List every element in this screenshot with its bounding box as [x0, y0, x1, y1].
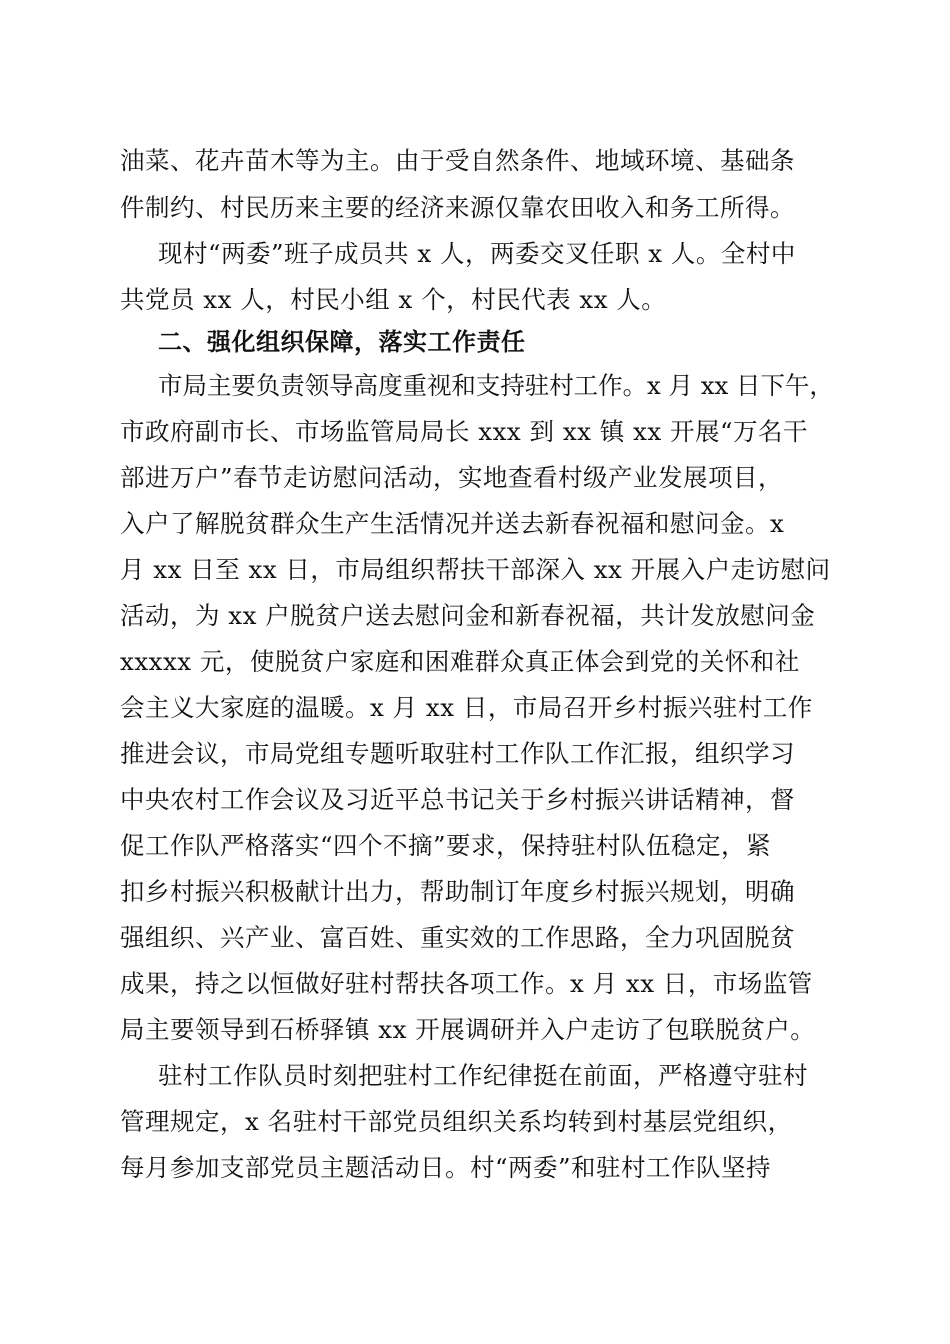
text-line: 扣乡村振兴积极献计出力，帮助制订年度乡村振兴规划，明确 — [120, 877, 795, 906]
text-line: 每月参加支部党员主题活动日。村“两委”和驻村工作队坚持 — [120, 1153, 772, 1182]
paragraph-start-line: 市局主要负责领导高度重视和支持驻村工作。x 月 xx 日下午， — [158, 371, 834, 400]
section-heading: 二、强化组织保障，落实工作责任 — [158, 328, 526, 356]
text-line: 部进万户”春节走访慰问活动，实地查看村级产业发展项目， — [120, 463, 784, 492]
text-line: 促工作队严格落实“四个不摘”要求，保持驻村队伍稳定，紧 — [120, 831, 772, 860]
text-line: 成果，持之以恒做好驻村帮扶各项工作。x 月 xx 日，市场监管 — [120, 969, 813, 998]
text-line: 会主义大家庭的温暖。x 月 xx 日，市局召开乡村振兴驻村工作 — [120, 693, 813, 722]
text-line: 局主要领导到石桥驿镇 xx 开展调研并入户走访了包联脱贫户。 — [120, 1015, 816, 1044]
text-line: 共党员 xx 人，村民小组 x 个，村民代表 xx 人。 — [120, 285, 667, 314]
text-line: 市政府副市长、市场监管局局长 xxx 到 xx 镇 xx 开展“万名干 — [120, 417, 808, 446]
text-line: 油菜、花卉苗木等为主。由于受自然条件、地域环境、基础条 — [120, 146, 795, 175]
text-line: xxxxx 元，使脱贫户家庭和困难群众真正体会到党的关怀和社 — [120, 647, 800, 676]
text-line: 推进会议，市局党组专题听取驻村工作队工作汇报，组织学习 — [120, 739, 795, 768]
paragraph-start-line: 驻村工作队员时刻把驻村工作纪律挺在前面，严格遵守驻村 — [158, 1061, 808, 1090]
text-line: 管理规定，x 名驻村干部党员组织关系均转到村基层党组织， — [120, 1107, 793, 1136]
text-line: 入户了解脱贫群众生产生活情况并送去新春祝福和慰问金。x — [120, 509, 785, 538]
text-line: 强组织、兴产业、富百姓、重实效的工作思路，全力巩固脱贫 — [120, 923, 795, 952]
text-line: 活动，为 xx 户脱贫户送去慰问金和新春祝福，共计发放慰问金 — [120, 601, 816, 630]
text-line: 件制约、村民历来主要的经济来源仅靠农田收入和务工所得。 — [120, 193, 795, 222]
paragraph-start-line: 现村“两委”班子成员共 x 人，两委交叉任职 x 人。全村中 — [158, 239, 796, 268]
text-line: 中央农村工作会议及习近平总书记关于乡村振兴讲话精神，督 — [120, 785, 795, 814]
text-line: 月 xx 日至 xx 日，市局组织帮扶干部深入 xx 开展入户走访慰问 — [120, 555, 831, 584]
